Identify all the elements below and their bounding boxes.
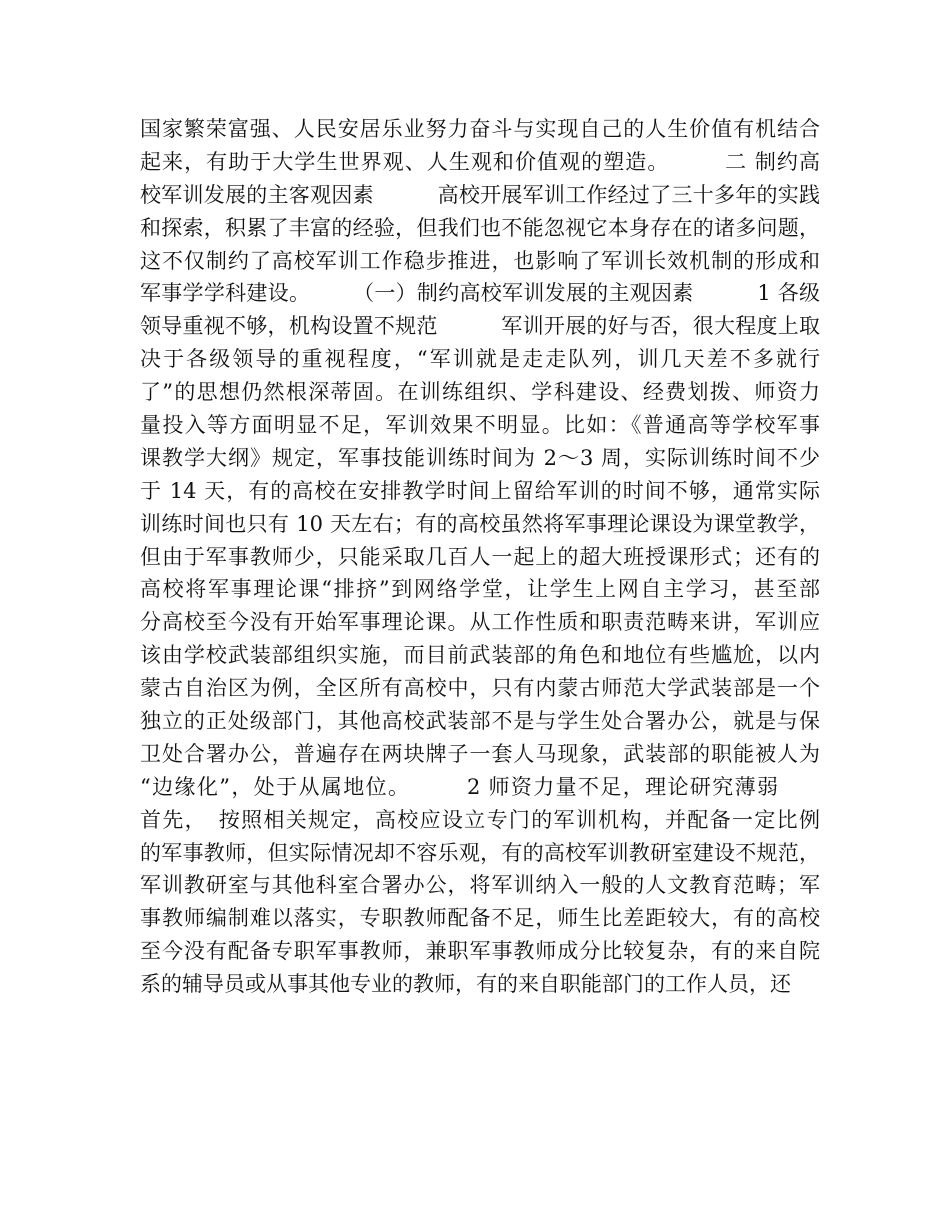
text-line: 蒙古自治区为例，全区所有高校中，只有内蒙古师范大学武装部是一个 xyxy=(140,676,820,701)
text-line: 卫处合署办公，普遍存在两块牌子一套人马现象，武装部的职能被人为 xyxy=(140,741,820,766)
text-line: 独立的正处级部门，其他高校武装部不是与学生处合署办公，就是与保 xyxy=(140,709,820,734)
text-line: 分高校至今没有开始军事理论课。从工作性质和职责范畴来讲，军训应 xyxy=(140,610,820,635)
text-line: 校军训发展的主客观因素 高校开展军训工作经过了三十多年的实践 xyxy=(140,182,820,207)
text-line: 系的辅导员或从事其他专业的教师，有的来自职能部门的工作人员，还 xyxy=(140,972,791,997)
text-line: 量投入等方面明显不足，军训效果不明显。比如：《普通高等学校军事 xyxy=(140,413,820,438)
text-line: 军训教研室与其他科室合署办公，将军训纳入一般的人文教育范畴；军 xyxy=(140,873,820,898)
text-line: 但由于军事教师少，只能采取几百人一起上的超大班授课形式；还有的 xyxy=(140,544,820,569)
text-line: 国家繁荣富强、人民安居乐业努力奋斗与实现自己的人生价值有机结合 xyxy=(140,117,820,141)
text-line: 起来，有助于大学生世界观、人生观和价值观的塑造。 二 制约高 xyxy=(140,149,820,174)
text-line: 训练时间也只有 10 天左右；有的高校虽然将军事理论课设为课堂教学， xyxy=(140,511,820,536)
text-line: “边缘化”，处于从属地位。 2 师资力量不足，理论研究薄弱 xyxy=(140,774,820,799)
text-line: 了”的思想仍然根深蒂固。在训练组织、学科建设、经费划拨、师资力 xyxy=(140,380,820,405)
text-line: 的军事教师，但实际情况却不容乐观，有的高校军训教研室建设不规范， xyxy=(140,840,820,865)
text-line: 这不仅制约了高校军训工作稳步推进，也影响了军训长效机制的形成和 xyxy=(140,248,820,273)
text-line: 和探索，积累了丰富的经验，但我们也不能忽视它本身存在的诸多问题， xyxy=(140,215,820,240)
text-line: 于 14 天，有的高校在安排教学时间上留给军训的时间不够，通常实际 xyxy=(140,478,820,503)
text-line: 决于各级领导的重视程度，“军训就是走走队列，训几天差不多就行 xyxy=(140,347,820,372)
text-line: 军事学学科建设。 （一）制约高校军训发展的主观因素 1 各级 xyxy=(140,281,820,306)
text-line: 事教师编制难以落实，专职教师配备不足，师生比差距较大，有的高校 xyxy=(140,906,820,931)
text-line: 课教学大纲》规定，军事技能训练时间为 2～3 周，实际训练时间不少 xyxy=(140,445,820,470)
text-line: 领导重视不够，机构设置不规范 军训开展的好与否，很大程度上取 xyxy=(140,314,820,339)
text-line: 该由学校武装部组织实施，而目前武装部的角色和地位有些尴尬，以内 xyxy=(140,643,820,668)
text-line: 首先， 按照相关规定，高校应设立专门的军训机构，并配备一定比例 xyxy=(140,807,820,832)
body-text xyxy=(140,113,820,1001)
text-line: 至今没有配备专职军事教师，兼职军事教师成分比较复杂，有的来自院 xyxy=(140,939,820,964)
text-line: 高校将军事理论课“排挤”到网络学堂，让学生上网自主学习，甚至部 xyxy=(140,577,820,602)
